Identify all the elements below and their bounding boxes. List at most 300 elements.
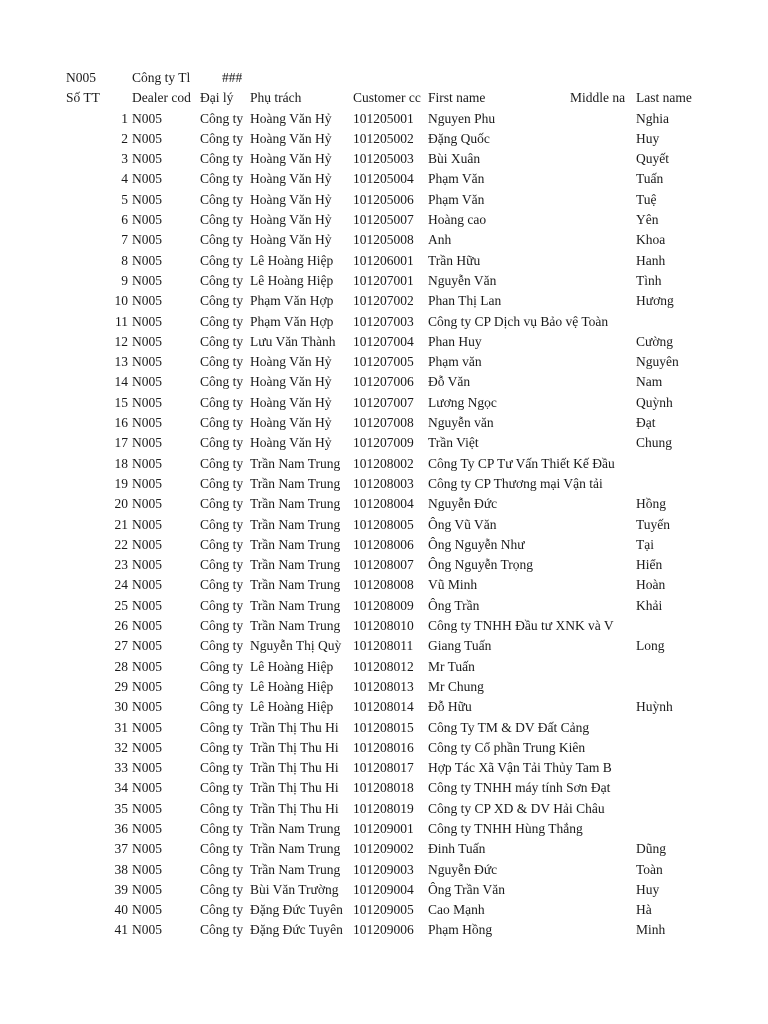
row-first-name: Nguyễn Văn [428,272,497,288]
row-dealer-code: N005 [132,293,162,309]
row-dai-ly: Công ty [200,435,244,451]
row-phu-trach: Trần Thị Thu Hi [250,739,339,755]
row-phu-trach: Hoàng Văn Hỷ [250,212,332,228]
row-stt: 32 [114,739,128,755]
row-first-name: Công ty CP XD & DV Hải Châu [428,800,605,816]
row-dai-ly: Công ty [200,475,244,491]
row-customer-code: 101208005 [353,516,414,532]
row-last-name [636,616,716,636]
table-row [0,575,768,595]
row-customer-code: 101208002 [353,455,414,471]
row-first-name: Công Ty CP Tư Vấn Thiết Kế Đầu [428,455,615,471]
table-row [0,778,768,798]
row-customer-code: 101208003 [353,475,414,491]
row-first-name: Phạm Văn [428,171,485,187]
row-dai-ly: Công ty [200,800,244,816]
row-dealer-code: N005 [132,618,162,634]
row-dealer-code: N005 [132,333,162,349]
row-customer-code: 101205004 [353,171,414,187]
row-phu-trach: Hoàng Văn Hỷ [250,354,332,370]
row-phu-trach: Nguyễn Thị Quỳ [250,638,342,654]
row-stt: 7 [121,232,128,248]
row-first-name: Phạm Văn [428,191,485,207]
row-first-name: Ông Nguyễn Trọng [428,557,534,573]
row-last-name: Huy [636,881,660,897]
row-first-name: Hoàng cao [428,212,487,228]
row-dealer-code: N005 [132,151,162,167]
row-dai-ly: Công ty [200,333,244,349]
row-stt: 30 [114,699,128,715]
row-stt: 37 [114,841,128,857]
title-row [0,68,768,88]
row-dai-ly: Công ty [200,719,244,735]
row-dealer-code: N005 [132,272,162,288]
row-first-name: Ông Nguyễn Như [428,536,525,552]
table-row [0,880,768,900]
row-last-name: Tuệ [636,191,657,207]
table-row [0,169,768,189]
row-dealer-code: N005 [132,638,162,654]
row-first-name: Phạm Hồng [428,922,493,938]
table-row [0,718,768,738]
row-phu-trach: Lưu Văn Thành [250,333,336,349]
row-phu-trach: Lê Hoàng Hiệp [250,678,334,694]
row-customer-code: 101206001 [353,252,414,268]
row-phu-trach: Trần Nam Trung [250,618,341,634]
row-first-name: Lương Ngọc [428,394,497,410]
row-customer-code: 101208017 [353,760,414,776]
row-customer-code: 101208014 [353,699,414,715]
row-dai-ly: Công ty [200,739,244,755]
table-row [0,210,768,230]
row-phu-trach: Trần Nam Trung [250,475,341,491]
row-stt: 23 [114,557,128,573]
table-row [0,636,768,656]
row-dealer-code: N005 [132,455,162,471]
row-dai-ly: Công ty [200,252,244,268]
row-customer-code: 101209002 [353,841,414,857]
row-stt: 19 [114,475,128,491]
row-dealer-code: N005 [132,780,162,796]
row-dai-ly: Công ty [200,638,244,654]
table-row [0,819,768,839]
row-dealer-code: N005 [132,171,162,187]
row-first-name: Giang Tuấn [428,638,492,654]
row-phu-trach: Trần Nam Trung [250,820,341,836]
row-last-name: Hương [636,293,674,309]
row-customer-code: 101208013 [353,678,414,694]
row-first-name: Phạm văn [428,354,482,370]
row-last-name [636,677,716,697]
row-dealer-code: N005 [132,577,162,593]
row-last-name [636,657,716,677]
row-customer-code: 101209001 [353,820,414,836]
row-last-name: Quỳnh [636,394,673,410]
row-first-name: Ông Vũ Văn [428,516,497,532]
row-last-name [636,799,716,819]
row-customer-code: 101209003 [353,861,414,877]
row-dealer-code: N005 [132,841,162,857]
row-last-name: Tại [636,536,654,552]
table-row [0,839,768,859]
row-customer-code: 101208012 [353,658,414,674]
row-stt: 29 [114,678,128,694]
row-stt: 35 [114,800,128,816]
row-last-name: Hiển [636,557,663,573]
row-dealer-code: N005 [132,475,162,491]
row-stt: 20 [114,496,128,512]
row-dealer-code: N005 [132,557,162,573]
row-last-name: Tình [636,272,662,288]
row-phu-trach: Trần Nam Trung [250,516,341,532]
row-dai-ly: Công ty [200,394,244,410]
row-phu-trach: Trần Nam Trung [250,496,341,512]
row-phu-trach: Bùi Văn Trường [250,881,339,897]
row-phu-trach: Hoàng Văn Hỷ [250,394,332,410]
row-dai-ly: Công ty [200,496,244,512]
row-dealer-code: N005 [132,354,162,370]
row-dealer-code: N005 [132,435,162,451]
row-dealer-code: N005 [132,415,162,431]
row-dealer-code: N005 [132,232,162,248]
header-dealer-code: Dealer cod [132,90,191,106]
row-stt: 15 [114,394,128,410]
row-first-name: Công ty Cổ phần Trung Kiên [428,739,586,755]
table-row [0,393,768,413]
table-row [0,230,768,250]
row-first-name: Phan Thị Lan [428,293,502,309]
row-customer-code: 101207004 [353,333,414,349]
table-row [0,494,768,514]
row-first-name: Đỗ Hữu [428,699,472,715]
table-row [0,129,768,149]
table-row [0,738,768,758]
table-row [0,596,768,616]
table-row [0,332,768,352]
table-row [0,555,768,575]
row-dealer-code: N005 [132,374,162,390]
header-dai-ly: Đại lý [200,90,234,106]
header-last-name: Last name [636,90,692,106]
table-row [0,758,768,778]
row-stt: 9 [121,272,128,288]
row-first-name: Anh [428,232,452,248]
row-last-name: Hoàn [636,577,666,593]
row-customer-code: 101208006 [353,536,414,552]
row-phu-trach: Trần Thị Thu Hi [250,760,339,776]
data-rows [0,109,768,941]
row-dai-ly: Công ty [200,557,244,573]
table-row [0,657,768,677]
row-customer-code: 101208004 [353,496,414,512]
row-stt: 39 [114,881,128,897]
row-customer-code: 101208009 [353,597,414,613]
row-phu-trach: Hoàng Văn Hỷ [250,110,332,126]
row-stt: 8 [121,252,128,268]
row-dai-ly: Công ty [200,110,244,126]
row-phu-trach: Đặng Đức Tuyên [250,922,343,938]
row-customer-code: 101205003 [353,151,414,167]
row-first-name: Nguyễn Đức [428,861,498,877]
row-dai-ly: Công ty [200,902,244,918]
row-dealer-code: N005 [132,658,162,674]
table-row [0,677,768,697]
row-stt: 16 [114,415,128,431]
row-phu-trach: Hoàng Văn Hỷ [250,130,332,146]
row-stt: 24 [114,577,128,593]
row-dai-ly: Công ty [200,232,244,248]
table-row [0,433,768,453]
row-last-name: Cường [636,333,673,349]
row-dai-ly: Công ty [200,760,244,776]
row-first-name: Ông Trần [428,597,480,613]
table-row [0,860,768,880]
row-first-name: Mr Chung [428,678,484,694]
row-stt: 40 [114,902,128,918]
row-dealer-code: N005 [132,739,162,755]
row-first-name: Công ty TNHH Đầu tư XNK và V [428,618,614,634]
table-row [0,251,768,271]
table-row [0,616,768,636]
table-row [0,515,768,535]
row-phu-trach: Lê Hoàng Hiệp [250,272,334,288]
title-hash: ### [222,70,243,85]
row-first-name: Công ty TNHH Hùng Thắng [428,820,583,836]
row-dealer-code: N005 [132,902,162,918]
table-row [0,799,768,819]
row-dai-ly: Công ty [200,354,244,370]
table-row [0,190,768,210]
row-dealer-code: N005 [132,313,162,329]
row-last-name: Hồng [636,496,666,512]
row-dai-ly: Công ty [200,618,244,634]
row-stt: 13 [114,354,128,370]
row-customer-code: 101208008 [353,577,414,593]
row-stt: 14 [114,374,128,390]
row-last-name [636,819,716,839]
row-dealer-code: N005 [132,820,162,836]
table-row [0,535,768,555]
row-last-name: Long [636,638,665,654]
row-first-name: Bùi Xuân [428,151,481,167]
row-stt: 28 [114,658,128,674]
row-stt: 1 [121,110,128,126]
row-dai-ly: Công ty [200,597,244,613]
title-code: N005 [66,70,96,85]
row-dai-ly: Công ty [200,516,244,532]
row-dealer-code: N005 [132,212,162,228]
row-first-name: Công Ty TM & DV Đất Cảng [428,719,590,735]
row-last-name: Yên [636,212,659,228]
row-customer-code: 101207008 [353,415,414,431]
row-stt: 31 [114,719,128,735]
row-customer-code: 101207001 [353,272,414,288]
table-row [0,372,768,392]
row-customer-code: 101207009 [353,435,414,451]
row-dealer-code: N005 [132,881,162,897]
row-dai-ly: Công ty [200,881,244,897]
row-last-name: Quyết [636,151,669,167]
row-last-name [636,454,716,474]
row-phu-trach: Trần Nam Trung [250,455,341,471]
row-phu-trach: Trần Thị Thu Hi [250,719,339,735]
row-customer-code: 101205006 [353,191,414,207]
row-dai-ly: Công ty [200,699,244,715]
row-first-name: Công ty CP Thương mại Vận tải [428,475,603,491]
row-stt: 11 [115,313,128,329]
row-first-name: Công ty CP Dịch vụ Bảo vệ Toàn [428,313,609,329]
row-customer-code: 101209004 [353,881,414,897]
row-dai-ly: Công ty [200,191,244,207]
row-last-name: Tuấn [636,171,664,187]
row-stt: 3 [121,151,128,167]
header-row [0,88,768,108]
row-phu-trach: Hoàng Văn Hỷ [250,374,332,390]
row-phu-trach: Phạm Văn Hợp [250,313,334,329]
spreadsheet [0,68,768,941]
table-row [0,697,768,717]
table-row [0,413,768,433]
row-last-name [636,778,716,798]
row-stt: 27 [114,638,128,654]
row-customer-code: 101207005 [353,354,414,370]
row-last-name: Hanh [636,252,666,268]
row-last-name: Dũng [636,841,666,857]
row-dai-ly: Công ty [200,272,244,288]
row-dealer-code: N005 [132,800,162,816]
row-phu-trach: Trần Nam Trung [250,597,341,613]
row-dai-ly: Công ty [200,313,244,329]
row-last-name [636,474,716,494]
row-dai-ly: Công ty [200,536,244,552]
row-dealer-code: N005 [132,597,162,613]
row-first-name: Đinh Tuấn [428,841,486,857]
row-stt: 25 [114,597,128,613]
table-row [0,271,768,291]
row-phu-trach: Trần Nam Trung [250,536,341,552]
row-last-name: Huỳnh [636,699,673,715]
row-stt: 26 [114,618,128,634]
row-first-name: Ông Trần Văn [428,881,506,897]
row-first-name: Công ty TNHH máy tính Sơn Đạt [428,780,611,796]
row-dealer-code: N005 [132,496,162,512]
row-stt: 5 [121,191,128,207]
header-phu-trach: Phụ trách [250,90,302,106]
row-dai-ly: Công ty [200,171,244,187]
row-customer-code: 101208015 [353,719,414,735]
row-customer-code: 101205008 [353,232,414,248]
row-customer-code: 101208011 [353,638,414,654]
row-first-name: Hợp Tác Xã Vận Tải Thủy Tam B [428,760,612,776]
row-stt: 18 [114,455,128,471]
row-dai-ly: Công ty [200,841,244,857]
row-last-name: Toàn [636,861,663,877]
row-phu-trach: Lê Hoàng Hiệp [250,658,334,674]
row-stt: 2 [121,130,128,146]
row-phu-trach: Phạm Văn Hợp [250,293,334,309]
row-customer-code: 101208019 [353,800,414,816]
row-dai-ly: Công ty [200,151,244,167]
table-row [0,312,768,332]
row-dealer-code: N005 [132,516,162,532]
row-customer-code: 101205001 [353,110,414,126]
row-last-name: Nguyên [636,354,679,370]
row-dai-ly: Công ty [200,374,244,390]
row-stt: 22 [114,536,128,552]
row-phu-trach: Trần Nam Trung [250,557,341,573]
row-first-name: Đặng Quốc [428,130,490,146]
row-stt: 34 [114,780,128,796]
row-dai-ly: Công ty [200,820,244,836]
row-dealer-code: N005 [132,191,162,207]
row-dai-ly: Công ty [200,455,244,471]
row-phu-trach: Trần Nam Trung [250,861,341,877]
row-first-name: Mr Tuấn [428,658,475,674]
row-dai-ly: Công ty [200,293,244,309]
row-stt: 10 [114,293,128,309]
row-dealer-code: N005 [132,719,162,735]
table-row [0,109,768,129]
row-dai-ly: Công ty [200,922,244,938]
row-stt: 4 [121,171,128,187]
table-row [0,900,768,920]
row-customer-code: 101207002 [353,293,414,309]
table-row [0,291,768,311]
row-customer-code: 101208007 [353,557,414,573]
row-last-name: Tuyến [636,516,671,532]
row-stt: 17 [114,435,128,451]
row-phu-trach: Hoàng Văn Hỷ [250,151,332,167]
row-phu-trach: Hoàng Văn Hỷ [250,435,332,451]
row-dealer-code: N005 [132,678,162,694]
row-first-name: Trần Hữu [428,252,481,268]
table-row [0,454,768,474]
row-customer-code: 101208016 [353,739,414,755]
header-stt: Số TT [66,90,100,106]
header-middle-name: Middle na [570,90,626,106]
row-customer-code: 101208010 [353,618,414,634]
row-last-name [636,312,716,332]
table-row [0,920,768,940]
row-first-name: Nguyen Phu [428,110,496,126]
row-dealer-code: N005 [132,699,162,715]
row-phu-trach: Hoàng Văn Hỷ [250,232,332,248]
row-last-name: Nghia [636,110,669,126]
row-phu-trach: Trần Nam Trung [250,577,341,593]
table-row [0,149,768,169]
row-stt: 21 [114,516,128,532]
row-dai-ly: Công ty [200,415,244,431]
row-customer-code: 101207003 [353,313,414,329]
row-dealer-code: N005 [132,760,162,776]
row-dai-ly: Công ty [200,577,244,593]
row-dai-ly: Công ty [200,861,244,877]
row-dealer-code: N005 [132,536,162,552]
row-last-name: Khải [636,597,663,613]
row-customer-code: 101205007 [353,212,414,228]
row-phu-trach: Hoàng Văn Hỷ [250,171,332,187]
row-first-name: Đỗ Văn [428,374,471,390]
row-stt: 41 [114,922,128,938]
row-dai-ly: Công ty [200,658,244,674]
row-first-name: Trần Việt [428,435,479,451]
row-dealer-code: N005 [132,861,162,877]
row-customer-code: 101209006 [353,922,414,938]
row-stt: 33 [114,760,128,776]
row-last-name: Đạt [636,415,656,431]
row-customer-code: 101207007 [353,394,414,410]
row-first-name: Cao Mạnh [428,902,485,918]
